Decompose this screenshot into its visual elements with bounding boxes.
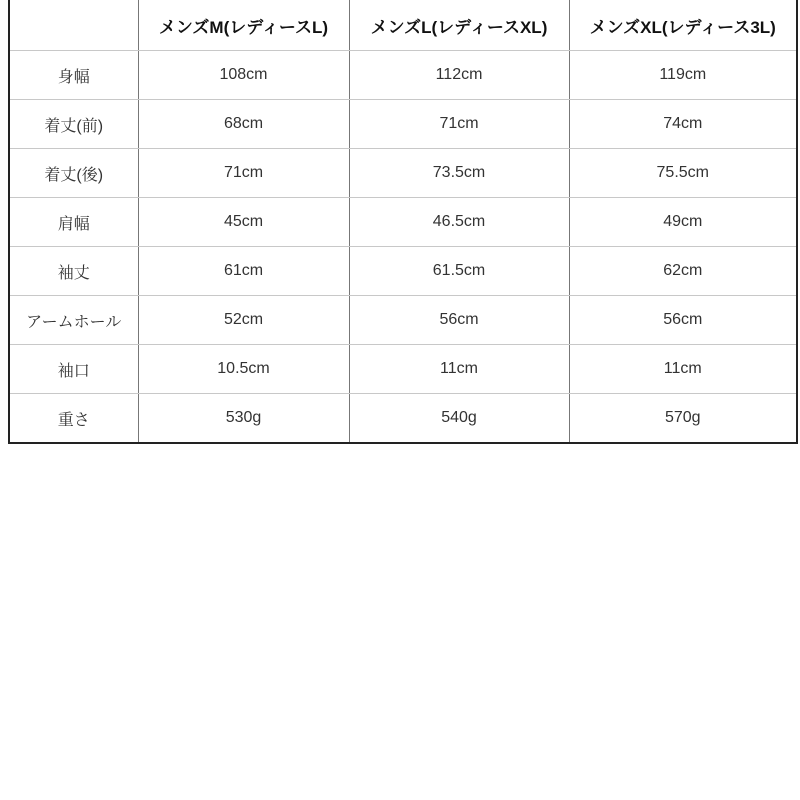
table-row-armhole <box>9 296 797 345</box>
size-chart-body <box>9 51 797 444</box>
row-label: 袖口 <box>9 345 138 394</box>
size-value-cell: 119cm <box>569 51 797 100</box>
size-value-cell: 56cm <box>569 296 797 345</box>
table-row-length-back <box>9 149 797 198</box>
size-chart-header <box>9 0 797 51</box>
table-row-cuff <box>9 345 797 394</box>
row-label: 着丈(後) <box>9 149 138 198</box>
size-value-cell: 73.5cm <box>349 149 569 198</box>
size-value-cell: 71cm <box>349 100 569 149</box>
column-header-mens-xl: メンズXL(レディース3L) <box>569 0 797 51</box>
size-value-cell: 61cm <box>138 247 349 296</box>
table-row-sleeve-length <box>9 247 797 296</box>
corner-cell <box>9 0 138 51</box>
row-label: 袖丈 <box>9 247 138 296</box>
row-label: 肩幅 <box>9 198 138 247</box>
size-value-cell: 108cm <box>138 51 349 100</box>
size-value-cell: 74cm <box>569 100 797 149</box>
size-value-cell: 75.5cm <box>569 149 797 198</box>
size-value-cell: 10.5cm <box>138 345 349 394</box>
size-value-cell: 45cm <box>138 198 349 247</box>
size-value-cell: 56cm <box>349 296 569 345</box>
header-row <box>9 0 797 51</box>
size-value-cell: 11cm <box>349 345 569 394</box>
size-value-cell: 61.5cm <box>349 247 569 296</box>
size-chart-table <box>8 0 798 444</box>
size-value-cell: 68cm <box>138 100 349 149</box>
size-value-cell: 62cm <box>569 247 797 296</box>
column-header-mens-m: メンズM(レディースL) <box>138 0 349 51</box>
row-label: アームホール <box>9 296 138 345</box>
size-value-cell: 11cm <box>569 345 797 394</box>
size-value-cell: 540g <box>349 394 569 444</box>
size-value-cell: 49cm <box>569 198 797 247</box>
row-label: 着丈(前) <box>9 100 138 149</box>
size-value-cell: 112cm <box>349 51 569 100</box>
table-row-shoulder-width <box>9 198 797 247</box>
size-value-cell: 530g <box>138 394 349 444</box>
table-row-body-width <box>9 51 797 100</box>
row-label: 重さ <box>9 394 138 444</box>
table-row-length-front <box>9 100 797 149</box>
size-value-cell: 71cm <box>138 149 349 198</box>
size-value-cell: 46.5cm <box>349 198 569 247</box>
size-value-cell: 52cm <box>138 296 349 345</box>
table-row-weight <box>9 394 797 444</box>
row-label: 身幅 <box>9 51 138 100</box>
size-value-cell: 570g <box>569 394 797 444</box>
column-header-mens-l: メンズL(レディースXL) <box>349 0 569 51</box>
